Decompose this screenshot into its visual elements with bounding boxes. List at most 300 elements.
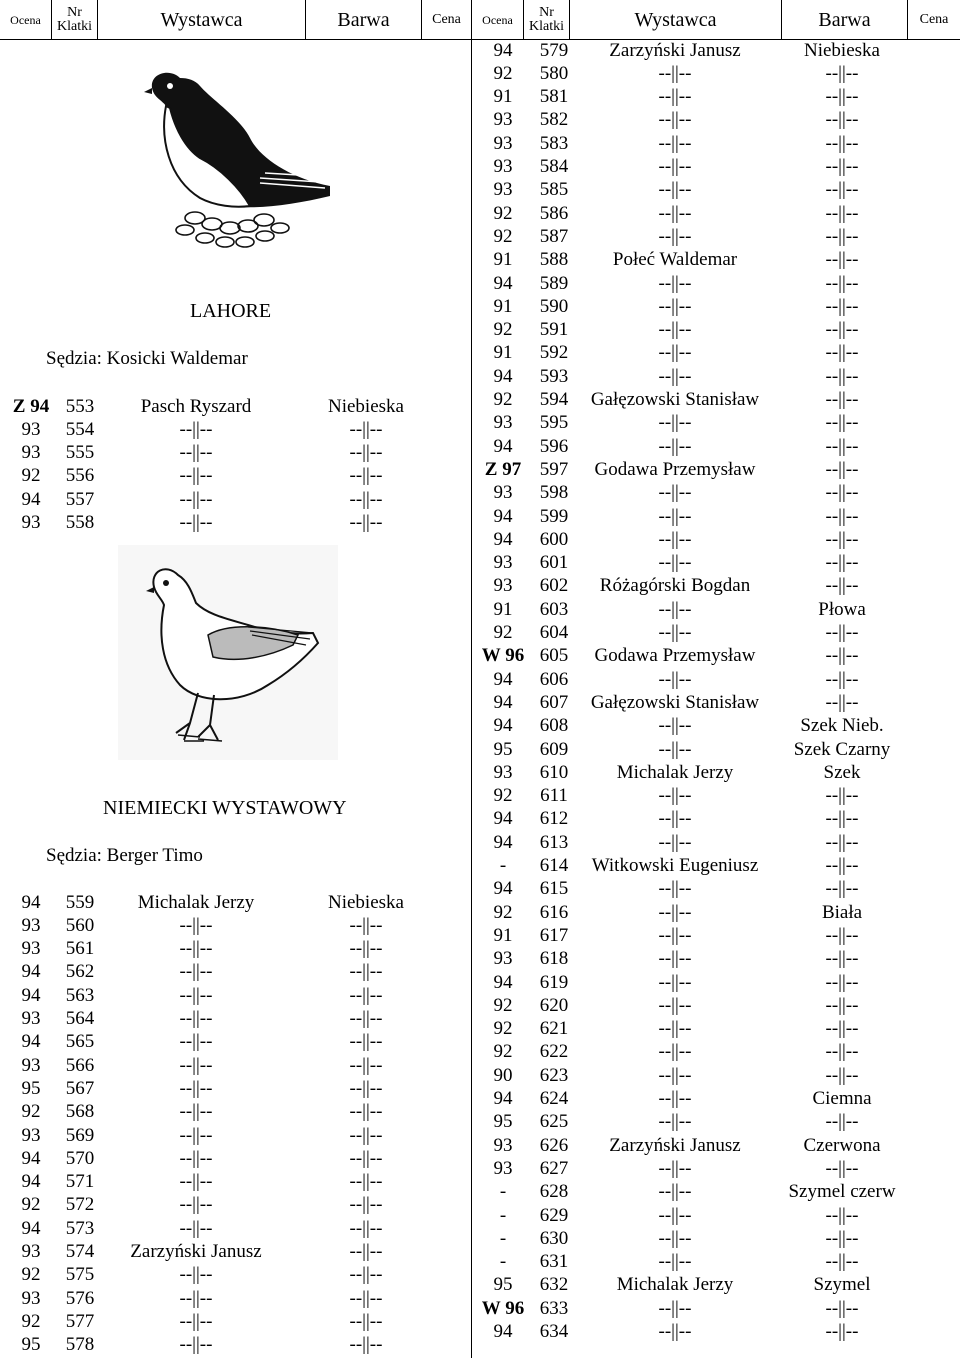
cell-wystawca: --||--	[658, 598, 692, 620]
cell-ocena: 94	[493, 528, 513, 550]
cell-barwa: --||--	[825, 691, 859, 713]
table-header-left	[0, 0, 472, 40]
cell-wystawca: --||--	[179, 465, 213, 487]
cell-ocena: 92	[21, 1264, 41, 1286]
cell-nr-klatki: 610	[539, 761, 569, 783]
cell-barwa: --||--	[825, 1321, 859, 1342]
cell-wystawca: --||--	[658, 179, 692, 201]
cell-wystawca: Gałęzowski Stanisław	[590, 389, 760, 410]
cell-ocena: 95	[493, 1274, 513, 1296]
cell-nr-klatki: 593	[539, 365, 569, 387]
cell-barwa: --||--	[825, 1111, 859, 1133]
cell-barwa: --||--	[349, 1334, 383, 1356]
cell-nr-klatki: 617	[539, 924, 569, 946]
cell-ocena: 93	[493, 948, 513, 970]
cell-nr-klatki: 580	[539, 62, 569, 84]
cell-barwa: --||--	[825, 202, 859, 224]
cell-nr-klatki: 600	[539, 528, 569, 550]
section-title-niemiecki: NIEMIECKI WYSTAWOWY	[103, 797, 347, 819]
cell-nr-klatki: 577	[65, 1310, 95, 1332]
cell-ocena: 93	[21, 442, 41, 464]
cell-ocena: -	[499, 1251, 507, 1273]
cell-nr-klatki: 630	[539, 1227, 569, 1249]
cell-barwa: --||--	[825, 1204, 859, 1226]
cell-nr-klatki: 570	[65, 1147, 95, 1169]
cell-barwa: --||--	[349, 1054, 383, 1076]
cell-barwa: --||--	[825, 86, 859, 108]
cell-ocena: 93	[21, 914, 41, 936]
cell-nr-klatki: 603	[539, 598, 569, 620]
cell-wystawca: --||--	[658, 156, 692, 177]
judge-niemiecki: Sędzia: Berger Timo	[46, 845, 203, 866]
cell-nr-klatki: 567	[65, 1077, 95, 1099]
cell-wystawca: --||--	[658, 1018, 692, 1040]
cell-barwa: --||--	[825, 785, 859, 807]
cell-ocena: 93	[21, 938, 41, 960]
cell-wystawca: --||--	[179, 1287, 213, 1309]
cell-nr-klatki: 590	[539, 295, 569, 317]
cell-barwa: --||--	[349, 488, 383, 510]
cell-nr-klatki: 583	[539, 132, 569, 154]
cell-wystawca: --||--	[179, 961, 213, 983]
cell-nr-klatki: 586	[539, 202, 569, 224]
cell-nr-klatki: 581	[539, 86, 569, 108]
cell-wystawca: --||--	[179, 1101, 213, 1123]
cell-wystawca: Godawa Przemysław	[594, 645, 756, 667]
cell-ocena: 91	[493, 342, 513, 364]
cell-barwa: --||--	[825, 855, 859, 876]
cell-ocena: 94	[493, 715, 513, 737]
cell-wystawca: --||--	[658, 435, 692, 457]
cell-ocena: 94	[493, 39, 513, 61]
cell-wystawca: --||--	[658, 1251, 692, 1273]
cell-nr-klatki: 575	[65, 1264, 95, 1286]
cell-nr-klatki: 595	[539, 412, 569, 434]
cell-nr-klatki: 613	[539, 831, 569, 853]
cell-nr-klatki: 631	[539, 1251, 569, 1273]
cell-nr-klatki: 618	[539, 948, 569, 970]
cell-wystawca: --||--	[658, 1088, 692, 1109]
cell-wystawca: --||--	[658, 878, 692, 900]
cell-ocena: 94	[493, 971, 513, 993]
cell-barwa: --||--	[349, 1171, 383, 1193]
cell-wystawca: Godawa Przemysław	[594, 458, 756, 480]
cell-wystawca: --||--	[658, 901, 692, 923]
header-klatki: Klatki	[529, 19, 564, 34]
cell-barwa: --||--	[825, 482, 859, 504]
cell-wystawca: --||--	[658, 1227, 692, 1249]
cell-ocena: 93	[493, 179, 513, 201]
cell-ocena: 93	[493, 482, 513, 504]
cell-barwa: --||--	[825, 435, 859, 457]
cell-nr-klatki: 592	[539, 342, 569, 364]
cell-wystawca: --||--	[658, 808, 692, 830]
cell-barwa: --||--	[825, 1018, 859, 1040]
cell-wystawca: --||--	[658, 622, 692, 643]
cell-ocena: 94	[21, 488, 41, 510]
cell-wystawca: --||--	[179, 1077, 213, 1099]
cell-nr-klatki: 556	[65, 465, 95, 487]
cell-wystawca: --||--	[658, 785, 692, 807]
cell-barwa: --||--	[825, 528, 859, 550]
cell-ocena: 95	[493, 738, 513, 760]
cell-ocena: 93	[493, 109, 513, 131]
cell-barwa: --||--	[349, 512, 383, 533]
cell-ocena: 93	[493, 575, 513, 597]
cell-wystawca: --||--	[179, 1194, 213, 1216]
cell-barwa: --||--	[825, 249, 859, 271]
cell-wystawca: --||--	[658, 831, 692, 853]
cell-nr-klatki: 608	[539, 715, 569, 737]
cell-wystawca: --||--	[658, 715, 692, 737]
cell-ocena: 95	[493, 1111, 513, 1133]
cell-ocena: 94	[493, 691, 513, 713]
cell-wystawca: --||--	[179, 442, 213, 464]
cell-ocena: W 96	[481, 645, 525, 667]
cell-ocena: 92	[493, 62, 513, 84]
cell-barwa: --||--	[825, 575, 859, 597]
cell-barwa: --||--	[349, 938, 383, 960]
cell-wystawca: --||--	[179, 1310, 213, 1332]
cell-wystawca: --||--	[658, 738, 692, 760]
cell-wystawca: --||--	[658, 132, 692, 154]
cell-barwa: Niebieska	[328, 395, 404, 417]
cell-ocena: 94	[493, 878, 513, 900]
cell-wystawca: --||--	[658, 924, 692, 946]
cell-nr-klatki: 572	[65, 1194, 95, 1216]
cell-nr-klatki: 620	[539, 994, 569, 1016]
cell-wystawca: --||--	[658, 1157, 692, 1179]
cell-barwa: --||--	[825, 62, 859, 84]
cell-ocena: 94	[21, 984, 41, 1006]
cell-nr-klatki: 564	[65, 1008, 95, 1029]
cell-nr-klatki: 587	[539, 225, 569, 247]
header-cena: Cena	[422, 0, 472, 40]
cell-nr-klatki: 553	[65, 395, 95, 417]
cell-nr-klatki: 582	[539, 109, 569, 131]
cell-wystawca: --||--	[658, 1111, 692, 1133]
cell-nr-klatki: 598	[539, 482, 569, 504]
cell-nr-klatki: 557	[65, 488, 95, 510]
cell-wystawca: Michalak Jerzy	[616, 761, 734, 783]
cell-ocena: -	[499, 1204, 507, 1226]
cell-ocena: 95	[21, 1077, 41, 1099]
cell-wystawca: --||--	[179, 488, 213, 510]
header-nr-klatki	[524, 0, 570, 40]
cell-barwa: --||--	[825, 1064, 859, 1086]
cell-barwa: --||--	[349, 1077, 383, 1099]
cell-ocena: 92	[493, 202, 513, 224]
cell-nr-klatki: 606	[539, 668, 569, 690]
cell-nr-klatki: 585	[539, 179, 569, 201]
cell-nr-klatki: 596	[539, 435, 569, 457]
cell-wystawca: --||--	[658, 412, 692, 434]
cell-wystawca: --||--	[658, 202, 692, 224]
cell-ocena: -	[499, 1227, 507, 1249]
cell-ocena: 93	[21, 418, 41, 440]
cell-nr-klatki: 554	[65, 418, 95, 440]
cell-ocena: 92	[493, 389, 513, 410]
cell-barwa: --||--	[825, 924, 859, 946]
cell-barwa: --||--	[825, 109, 859, 131]
cell-barwa: --||--	[349, 465, 383, 487]
header-cena: Cena	[919, 12, 949, 27]
cell-barwa: --||--	[825, 878, 859, 900]
cell-barwa: --||--	[825, 1297, 859, 1319]
cell-barwa: --||--	[825, 505, 859, 527]
cell-ocena: 94	[21, 1147, 41, 1169]
cell-barwa: --||--	[825, 319, 859, 341]
cell-barwa: --||--	[349, 914, 383, 936]
cell-barwa: --||--	[825, 831, 859, 853]
cell-barwa: --||--	[825, 272, 859, 294]
cell-ocena: 94	[493, 435, 513, 457]
cell-nr-klatki: 559	[65, 891, 95, 913]
cell-barwa: Płowa	[818, 598, 866, 620]
cell-ocena: -	[499, 855, 507, 876]
cell-ocena: 93	[493, 156, 513, 177]
cell-nr-klatki: 609	[539, 738, 569, 760]
cell-wystawca: --||--	[179, 418, 213, 440]
cell-barwa: Szymel czerw	[788, 1181, 896, 1203]
cell-wystawca: --||--	[179, 1171, 213, 1193]
cell-wystawca: --||--	[658, 365, 692, 387]
cell-barwa: Biała	[821, 901, 863, 923]
cell-barwa: Szymel	[813, 1274, 871, 1296]
cell-wystawca: --||--	[658, 342, 692, 364]
cell-ocena: 94	[493, 272, 513, 294]
cell-wystawca: --||--	[658, 552, 692, 574]
cell-nr-klatki: 614	[539, 855, 569, 876]
cell-ocena: 92	[493, 901, 513, 923]
cell-wystawca: Pasch Ryszard	[140, 395, 252, 417]
cell-ocena: 94	[21, 961, 41, 983]
cell-barwa: --||--	[825, 365, 859, 387]
cell-barwa: --||--	[825, 156, 859, 177]
cell-ocena: 94	[493, 831, 513, 853]
cell-nr-klatki: 578	[65, 1334, 95, 1356]
cell-ocena: 92	[493, 225, 513, 247]
cell-barwa: --||--	[825, 179, 859, 201]
cell-barwa: Szek Nieb.	[800, 715, 884, 737]
cell-wystawca: Zarzyński Janusz	[609, 39, 741, 61]
section-title-lahore: LAHORE	[190, 300, 272, 322]
cell-barwa: --||--	[825, 1227, 859, 1249]
cell-wystawca: Michalak Jerzy	[616, 1274, 734, 1296]
cell-nr-klatki: 615	[539, 878, 569, 900]
cell-nr-klatki: 629	[539, 1204, 569, 1226]
cell-barwa: --||--	[349, 1310, 383, 1332]
cell-wystawca: --||--	[179, 1334, 213, 1356]
lahore-pigeon-illustration	[140, 58, 340, 258]
header-nr-klatki	[52, 0, 98, 40]
cell-nr-klatki: 601	[539, 552, 569, 574]
cell-wystawca: --||--	[179, 1217, 213, 1239]
cell-ocena: 94	[21, 1217, 41, 1239]
cell-ocena: 94	[21, 891, 41, 913]
cell-wystawca: --||--	[658, 1064, 692, 1086]
cell-ocena: 93	[493, 412, 513, 434]
cell-wystawca: --||--	[179, 938, 213, 960]
cell-nr-klatki: 573	[65, 1217, 95, 1239]
cell-nr-klatki: 558	[65, 512, 95, 533]
cell-ocena: 93	[21, 512, 41, 533]
cell-nr-klatki: 561	[65, 938, 95, 960]
header-barwa: Barwa	[782, 0, 908, 40]
cell-wystawca: Gałęzowski Stanisław	[590, 691, 760, 713]
cell-nr-klatki: 627	[539, 1157, 569, 1179]
cell-nr-klatki: 633	[539, 1297, 569, 1319]
cell-ocena: 93	[21, 1054, 41, 1076]
cell-ocena: 92	[493, 1041, 513, 1063]
cell-nr-klatki: 576	[65, 1287, 95, 1309]
cell-barwa: --||--	[349, 1217, 383, 1239]
cell-nr-klatki: 611	[540, 785, 568, 807]
cell-ocena: 90	[493, 1064, 513, 1086]
cell-barwa: --||--	[825, 808, 859, 830]
cell-nr-klatki: 588	[539, 249, 569, 271]
cell-nr-klatki: 569	[65, 1124, 95, 1146]
cell-ocena: 93	[21, 1287, 41, 1309]
cell-ocena: 92	[493, 994, 513, 1016]
cell-nr-klatki: 624	[539, 1088, 569, 1109]
cell-nr-klatki: 605	[539, 645, 569, 667]
cell-ocena: 94	[493, 668, 513, 690]
cell-wystawca: --||--	[179, 914, 213, 936]
cell-barwa: --||--	[349, 1287, 383, 1309]
cell-barwa: --||--	[825, 132, 859, 154]
cell-wystawca: --||--	[179, 1264, 213, 1286]
niemiecki-pigeon-illustration	[118, 545, 338, 760]
cell-ocena: 94	[493, 365, 513, 387]
cell-nr-klatki: 574	[65, 1241, 95, 1262]
cell-nr-klatki: 571	[65, 1171, 95, 1193]
cell-ocena: 91	[493, 295, 513, 317]
cell-ocena: 94	[493, 808, 513, 830]
header-ocena: Ocena	[472, 0, 524, 40]
cell-ocena: 92	[21, 1101, 41, 1123]
cell-ocena: Z 97	[484, 458, 522, 480]
cell-nr-klatki: 562	[65, 961, 95, 983]
cell-wystawca: --||--	[658, 1181, 692, 1203]
cell-ocena: -	[499, 1181, 507, 1203]
cell-nr-klatki: 602	[539, 575, 569, 597]
cell-nr-klatki: 566	[65, 1054, 95, 1076]
cell-wystawca: Michalak Jerzy	[137, 891, 255, 913]
cell-barwa: --||--	[349, 961, 383, 983]
cell-nr-klatki: 634	[539, 1321, 569, 1342]
cell-wystawca: --||--	[658, 505, 692, 527]
header-klatki: Klatki	[57, 19, 92, 34]
cell-nr-klatki: 612	[539, 808, 569, 830]
cell-barwa: --||--	[825, 552, 859, 574]
cell-barwa: --||--	[349, 418, 383, 440]
cell-nr-klatki: 563	[65, 984, 95, 1006]
cell-ocena: W 96	[481, 1297, 525, 1319]
cell-nr-klatki: 623	[539, 1064, 569, 1086]
cell-ocena: 92	[21, 1310, 41, 1332]
judge-lahore: Sędzia: Kosicki Waldemar	[46, 348, 248, 369]
cell-nr-klatki: 555	[65, 442, 95, 464]
cell-nr-klatki: 632	[539, 1274, 569, 1296]
cell-wystawca: --||--	[179, 1147, 213, 1169]
cell-ocena: 91	[493, 924, 513, 946]
cell-nr-klatki: 579	[539, 39, 569, 61]
cell-wystawca: --||--	[658, 1204, 692, 1226]
cell-nr-klatki: 619	[539, 971, 569, 993]
cell-ocena: 92	[21, 465, 41, 487]
cell-barwa: --||--	[349, 1194, 383, 1216]
cell-nr-klatki: 599	[539, 505, 569, 527]
cell-wystawca: --||--	[658, 1041, 692, 1063]
cell-ocena: 91	[493, 598, 513, 620]
cell-ocena: 94	[21, 1031, 41, 1053]
cell-nr-klatki: 568	[65, 1101, 95, 1123]
cell-barwa: Niebieska	[804, 39, 880, 61]
cell-barwa: --||--	[349, 1147, 383, 1169]
cell-barwa: --||--	[825, 389, 859, 410]
cell-nr-klatki: 616	[539, 901, 569, 923]
cell-ocena: 92	[493, 785, 513, 807]
cell-barwa: Czerwona	[803, 1134, 881, 1156]
header-ocena: Ocena	[0, 0, 52, 40]
cell-nr-klatki: 560	[65, 914, 95, 936]
cell-barwa: --||--	[825, 948, 859, 970]
cell-barwa: --||--	[825, 971, 859, 993]
cell-ocena: 91	[493, 249, 513, 271]
cell-wystawca: Zarzyński Janusz	[609, 1134, 741, 1156]
cell-ocena: 93	[493, 132, 513, 154]
cell-barwa: --||--	[349, 1264, 383, 1286]
cell-ocena: 94	[493, 1088, 513, 1109]
cell-nr-klatki: 625	[539, 1111, 569, 1133]
cell-barwa: --||--	[825, 225, 859, 247]
cell-nr-klatki: 589	[539, 272, 569, 294]
cell-nr-klatki: 628	[539, 1181, 569, 1203]
cell-barwa: --||--	[349, 442, 383, 464]
cell-nr-klatki: 622	[539, 1041, 569, 1063]
cell-barwa: --||--	[825, 342, 859, 364]
cell-wystawca: --||--	[658, 225, 692, 247]
cell-wystawca: Zarzyński Janusz	[130, 1241, 262, 1262]
cell-barwa: --||--	[825, 295, 859, 317]
cell-wystawca: --||--	[179, 984, 213, 1006]
cell-barwa: Szek	[823, 761, 861, 783]
cell-wystawca: Różagórski Bogdan	[599, 575, 751, 597]
cell-wystawca: --||--	[179, 1054, 213, 1076]
cell-barwa: --||--	[349, 1241, 383, 1262]
cell-wystawca: --||--	[179, 1124, 213, 1146]
cell-wystawca: Połeć Waldemar	[612, 249, 738, 271]
cell-ocena: 93	[493, 552, 513, 574]
cell-ocena: 93	[493, 1134, 513, 1156]
cell-nr-klatki: 604	[539, 622, 569, 643]
header-wystawca: Wystawca	[98, 0, 306, 40]
cell-barwa: --||--	[825, 412, 859, 434]
cell-ocena: 93	[21, 1124, 41, 1146]
cell-barwa: Szek Czarny	[793, 738, 891, 760]
table-header-right	[472, 0, 960, 40]
cell-nr-klatki: 597	[539, 458, 569, 480]
cell-wystawca: --||--	[658, 994, 692, 1016]
cell-wystawca: --||--	[658, 295, 692, 317]
cell-nr-klatki: 565	[65, 1031, 95, 1053]
cell-nr-klatki: 621	[539, 1018, 569, 1040]
cell-barwa: --||--	[825, 458, 859, 480]
cell-wystawca: --||--	[658, 482, 692, 504]
cell-barwa: --||--	[349, 1101, 383, 1123]
cell-ocena: 94	[493, 505, 513, 527]
